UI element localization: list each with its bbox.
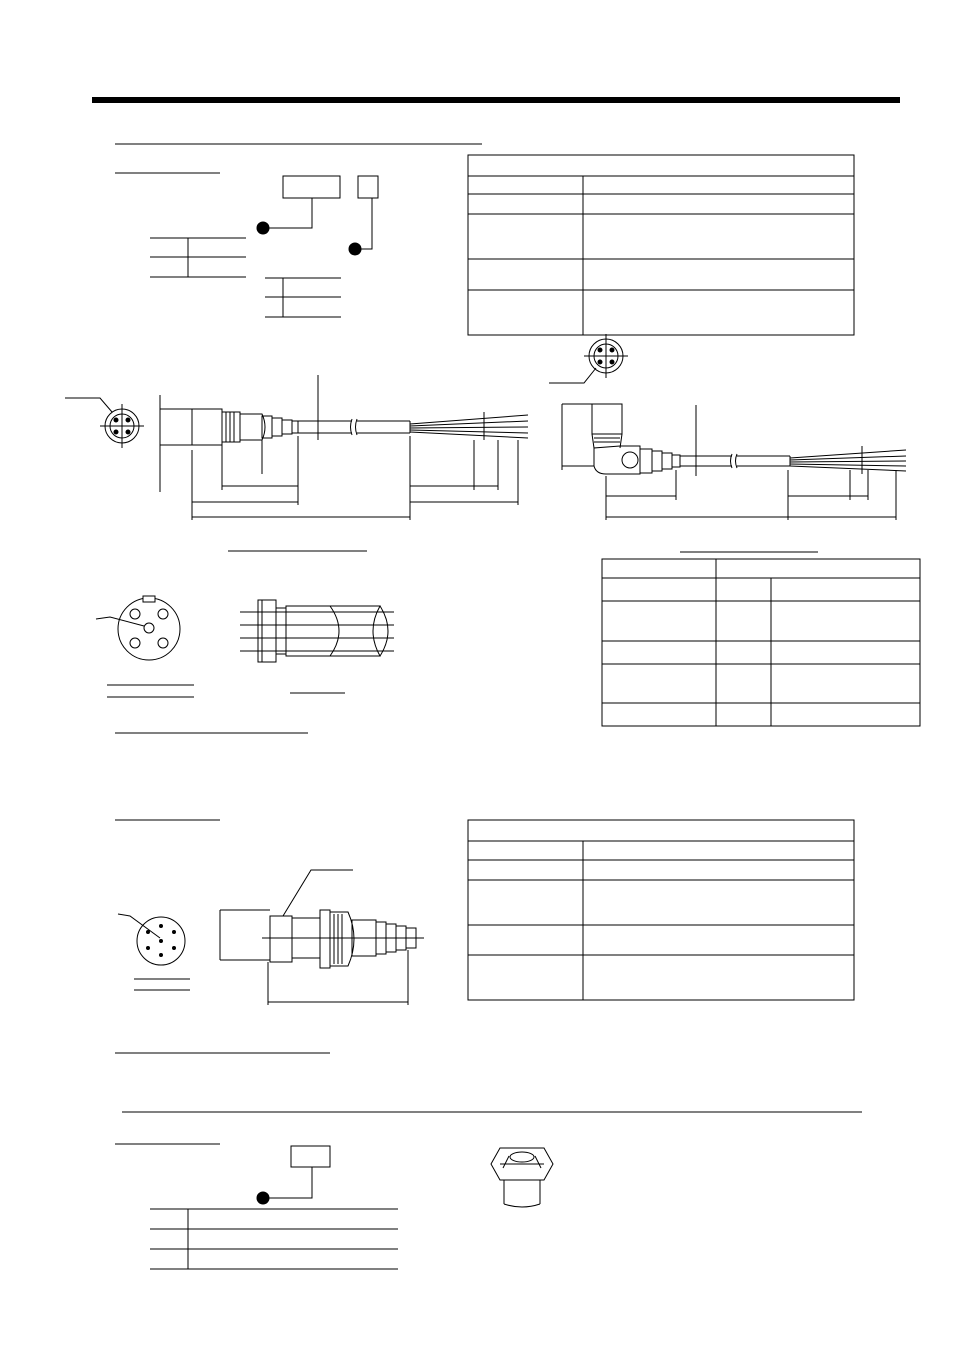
- spec-table-1: [468, 155, 854, 335]
- filled-dot-marker-icon: [257, 1192, 269, 1204]
- right-angle-connector-drawing: [549, 334, 906, 520]
- connector-face-icon: [118, 914, 185, 965]
- code-box-1: [283, 176, 340, 198]
- code-box-1: [291, 1146, 330, 1167]
- connector-face-icon: [96, 596, 180, 660]
- code-box-2: [358, 176, 378, 198]
- connector-face-icon: [549, 334, 628, 383]
- page-header-rule: [92, 97, 900, 103]
- spec-table-2: [468, 820, 854, 1000]
- filled-dot-marker-icon: [257, 222, 269, 234]
- panel-connector-diagram: [115, 733, 424, 1005]
- protective-cap-icon: [491, 1148, 553, 1207]
- straight-connector-drawing: [65, 375, 528, 520]
- pin-table: [602, 552, 920, 726]
- pin-arrangement-diagram: [96, 551, 394, 697]
- protective-cap-diagram: [115, 1144, 553, 1269]
- filled-dot-marker-icon: [349, 243, 361, 255]
- connector-face-icon: [65, 398, 144, 448]
- ordering-code-diagram: [115, 173, 378, 317]
